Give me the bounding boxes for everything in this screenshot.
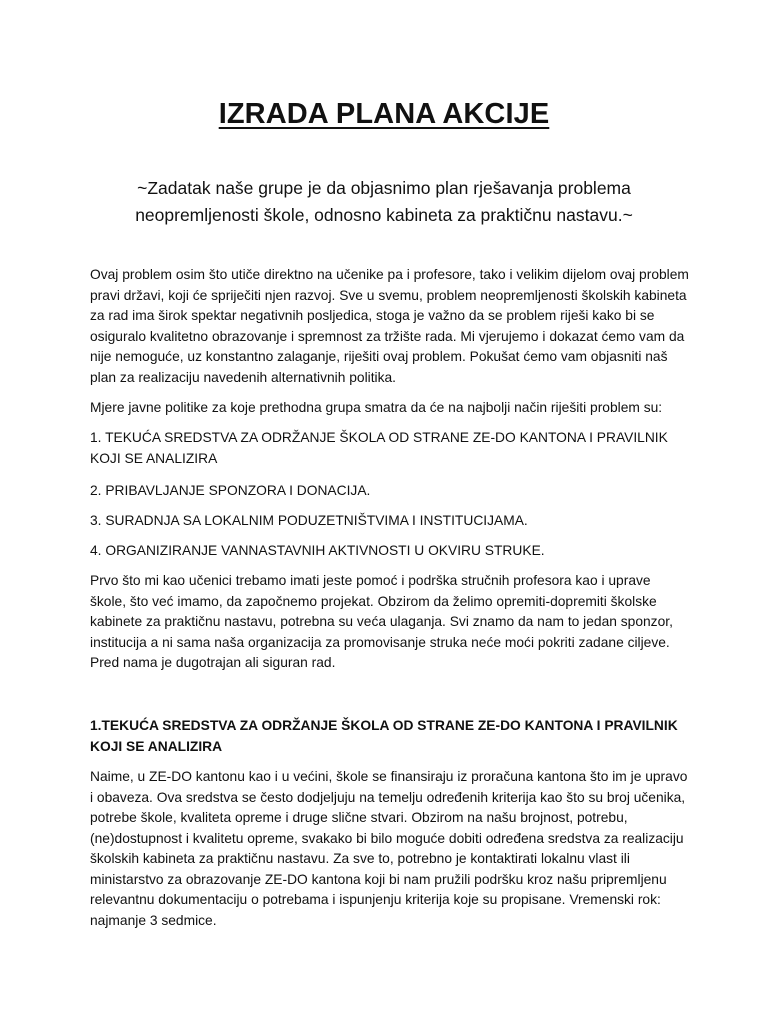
measure-item-1: 1. TEKUĆA SREDSTVA ZA ODRŽANJE ŠKOLA OD STRANE ZE-DO KANTONA I PRAVILNIK KOJI SE ANALIZIRA bbox=[90, 430, 668, 466]
intro-paragraph: Ovaj problem osim što utiče direktno na učenike pa i profesore, tako i velikim dijelom ovaj problem pravi državi, koji će spriječiti njen razvoj. Sve u svemu, problem neopremljenosti školskih kabineta za rad ima širok spektar negativnih posljedica, stoga je važno da se problem riješi kako bi se osiguralo kvalitetno obrazovanje i spremnost za tržište rada. Mi vjerujemo i dokazat ćemo vam da nije nemoguće, uz konstantno zalaganje, riješiti ovaj problem. Pokušat ćemo vam objasniti naš plan za realizaciju navedenih alternativnih politika. bbox=[90, 267, 689, 385]
document-title: IZRADA PLANA AKCIJE bbox=[218, 98, 550, 130]
document-subtitle: ~Zadatak naše grupe je da objasnimo plan rješavanja problema neopremljenosti škole, odnosno kabineta za praktičnu nastavu.~ bbox=[135, 178, 633, 225]
measure-item-2: 2. PRIBAVLJANJE SPONZORA I DONACIJA. bbox=[90, 483, 371, 498]
support-paragraph: Prvo što mi kao učenici trebamo imati jeste pomoć i podrška stručnih profesora kao i uprave škole, što već imamo, da započnemo projekat. Obzirom da želimo opremiti-dopremiti školske kabinete za praktičnu nastavu, potrebna su veća ulaganja. Svi znamo da nam to jedan sponzor, institucija a ni sama naša organizacija za promovisanje struka neće moći pokriti zadane ciljeve. Pred nama je dugotrajan ali siguran rad. bbox=[90, 573, 673, 670]
section-1-heading: 1.TEKUĆA SREDSTVA ZA ODRŽANJE ŠKOLA OD STRANE ZE-DO KANTONA I PRAVILNIK KOJI SE ANALIZIRA bbox=[90, 718, 678, 754]
measure-item-3: 3. SURADNJA SA LOKALNIM PODUZETNIŠTVIMA I INSTITUCIJAMA. bbox=[90, 513, 528, 528]
section-1-paragraph: Naime, u ZE-DO kantonu kao i u većini, škole se finansiraju iz proračuna kantona što im je upravo i obaveza. Ova sredstva se često dodjeljuju na temelju određenih kriterija kao što su broj učenika, potrebe škole, kvaliteta opreme i druge slične stvari. Obzirom na našu brojnost, potrebu, (ne)dostupnost i kvalitetu opreme, svakako bi bilo moguće dobiti određena sredstva za realizaciju školskih kabineta za praktičnu nastavu. Za sve to, potrebno je kontaktirati lokalnu vlast ili ministarstvo za obrazovanje ZE-DO kantona koji bi nam pružili podršku kroz našu pripremljenu relevantnu dokumentaciju o potrebama i ispunjenju kriterija koje su propisane. Vremenski rok: najmanje 3 sedmice. bbox=[90, 769, 688, 928]
measures-intro: Mjere javne politike za koje prethodna grupa smatra da će na najbolji način riješiti problem su: bbox=[90, 400, 663, 415]
measure-item-4: 4. ORGANIZIRANJE VANNASTAVNIH AKTIVNOSTI U OKVIRU STRUKE. bbox=[90, 543, 545, 558]
